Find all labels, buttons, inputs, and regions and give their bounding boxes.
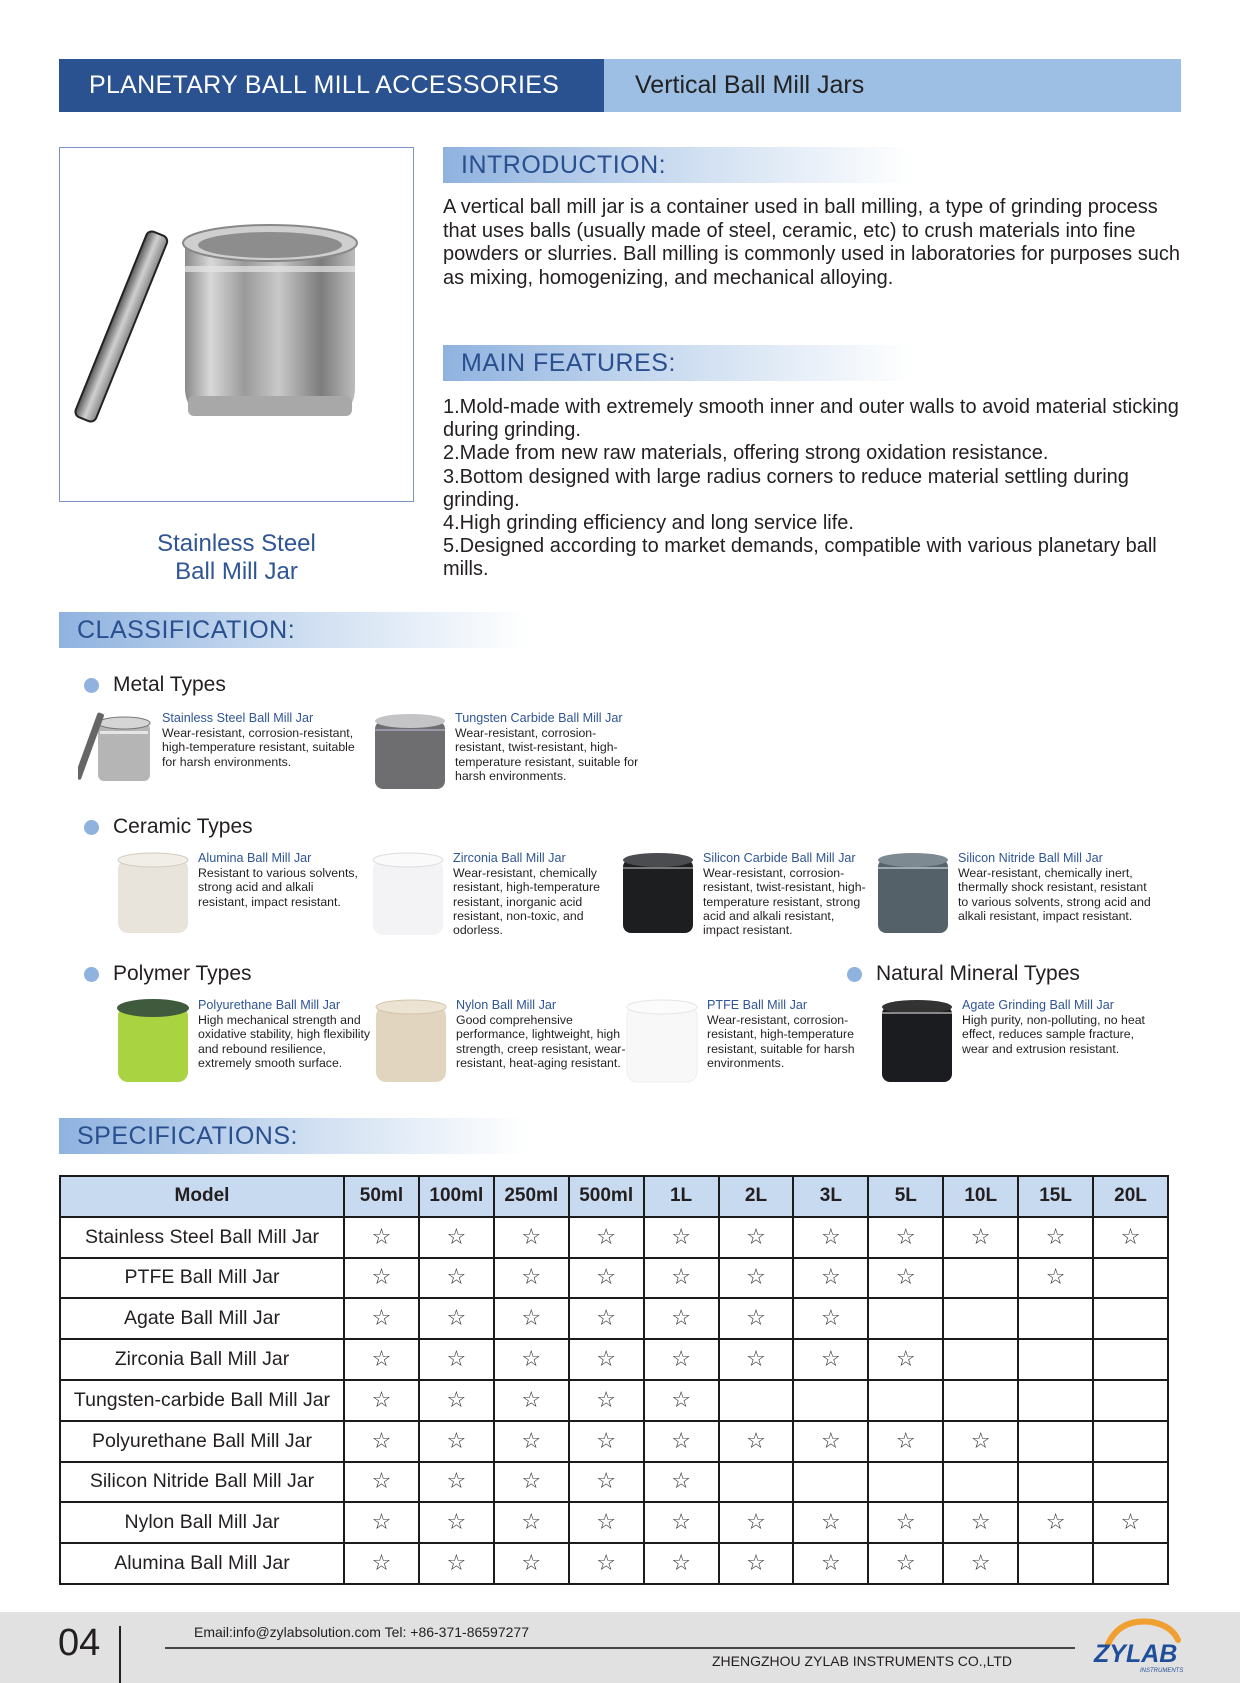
available-star-icon: ☆ (494, 1339, 569, 1380)
page-banner (59, 59, 1181, 112)
nylon-jar-thumbnail (372, 998, 450, 1086)
available-star-icon: ☆ (569, 1339, 644, 1380)
available-star-icon: ☆ (494, 1258, 569, 1299)
empty-cell (1093, 1339, 1168, 1380)
available-star-icon: ☆ (793, 1502, 868, 1543)
table-row (60, 1502, 1168, 1543)
stainless-steel-jar-thumbnail (78, 711, 156, 799)
column-header-size: 250ml (494, 1176, 569, 1217)
available-star-icon: ☆ (569, 1502, 644, 1543)
empty-cell (1093, 1258, 1168, 1299)
features-list (443, 396, 1188, 582)
available-star-icon: ☆ (344, 1217, 419, 1258)
ptfe-jar-thumbnail (623, 998, 701, 1086)
empty-cell (1093, 1462, 1168, 1503)
available-star-icon: ☆ (793, 1258, 868, 1299)
empty-cell (868, 1462, 943, 1503)
banner-page-title: Vertical Ball Mill Jars (604, 59, 1181, 112)
feature-item: 3.Bottom designed with large radius corners to reduce material settling during grinding. (443, 465, 1129, 511)
empty-cell (868, 1298, 943, 1339)
available-star-icon: ☆ (494, 1543, 569, 1584)
table-row (60, 1380, 1168, 1421)
footer-contact: Email:info@zylabsolution.com Tel: +86-371-86597277 (194, 1624, 529, 1640)
item-name: Polyurethane Ball Mill Jar (198, 998, 341, 1012)
hero-caption-line2: Ball Mill Jar (175, 558, 298, 585)
empty-cell (1018, 1339, 1093, 1380)
available-star-icon: ☆ (644, 1380, 719, 1421)
tungsten-carbide-jar-thumbnail (371, 711, 449, 799)
model-name-cell: Tungsten-carbide Ball Mill Jar (60, 1380, 344, 1421)
available-star-icon: ☆ (419, 1339, 494, 1380)
model-name-cell: Nylon Ball Mill Jar (60, 1502, 344, 1543)
available-star-icon: ☆ (344, 1380, 419, 1421)
empty-cell (719, 1380, 794, 1421)
available-star-icon: ☆ (1018, 1502, 1093, 1543)
column-header-size: 500ml (569, 1176, 644, 1217)
classification-item (619, 851, 874, 939)
available-star-icon: ☆ (494, 1462, 569, 1503)
available-star-icon: ☆ (569, 1462, 644, 1503)
available-star-icon: ☆ (419, 1380, 494, 1421)
table-header-row (60, 1176, 1168, 1217)
item-description: Resistant to various solvents, strong acid and alkali resistant, impact resistant. (198, 866, 358, 909)
hero-caption-line1: Stainless Steel (157, 530, 316, 557)
empty-cell (943, 1380, 1018, 1421)
available-star-icon: ☆ (644, 1462, 719, 1503)
available-star-icon: ☆ (644, 1298, 719, 1339)
specifications-table (59, 1175, 1169, 1585)
available-star-icon: ☆ (868, 1217, 943, 1258)
empty-cell (943, 1298, 1018, 1339)
item-name: Silicon Nitride Ball Mill Jar (958, 851, 1103, 865)
hero-caption (59, 530, 414, 586)
column-header-size: 2L (719, 1176, 794, 1217)
available-star-icon: ☆ (644, 1217, 719, 1258)
empty-cell (1018, 1298, 1093, 1339)
available-star-icon: ☆ (1093, 1502, 1168, 1543)
silicon-nitride-jar-thumbnail (874, 851, 952, 939)
item-name: Stainless Steel Ball Mill Jar (162, 711, 314, 725)
available-star-icon: ☆ (793, 1543, 868, 1584)
agate-jar-thumbnail (878, 998, 956, 1086)
column-header-size: 5L (868, 1176, 943, 1217)
column-header-size: 10L (943, 1176, 1018, 1217)
footer-divider-vertical (119, 1626, 121, 1683)
item-name: Alumina Ball Mill Jar (198, 851, 312, 865)
empty-cell (793, 1380, 868, 1421)
table-row (60, 1339, 1168, 1380)
available-star-icon: ☆ (569, 1380, 644, 1421)
available-star-icon: ☆ (419, 1217, 494, 1258)
specifications-heading: SPECIFICATIONS: (59, 1118, 529, 1154)
empty-cell (1093, 1543, 1168, 1584)
bullet-icon (84, 820, 99, 835)
item-description: Wear-resistant, corrosion-resistant, twist-resistant, high-temperature resistant, strong acid and alkali resistant, impact resistant. (703, 866, 866, 938)
available-star-icon: ☆ (868, 1339, 943, 1380)
item-description: Wear-resistant, chemically inert, thermally shock resistant, resistant to various solvents, strong acid and alkali resistant, impact resistant. (958, 866, 1151, 923)
available-star-icon: ☆ (719, 1421, 794, 1462)
column-header-size: 100ml (419, 1176, 494, 1217)
model-name-cell: Stainless Steel Ball Mill Jar (60, 1217, 344, 1258)
available-star-icon: ☆ (644, 1339, 719, 1380)
alumina-jar-thumbnail (114, 851, 192, 939)
empty-cell (943, 1339, 1018, 1380)
available-star-icon: ☆ (419, 1298, 494, 1339)
polyurethane-jar-thumbnail (114, 998, 192, 1086)
available-star-icon: ☆ (644, 1543, 719, 1584)
available-star-icon: ☆ (494, 1380, 569, 1421)
item-description: Good comprehensive performance, lightweight, high strength, creep resistant, wear-resistant, heat-aging resistant. (456, 1013, 626, 1070)
feature-item: 2.Made from new raw materials, offering strong oxidation resistance. (443, 442, 1049, 465)
item-name: Tungsten Carbide Ball Mill Jar (455, 711, 623, 725)
available-star-icon: ☆ (793, 1298, 868, 1339)
item-name: Agate Grinding Ball Mill Jar (962, 998, 1114, 1012)
category-natural-mineral-types (847, 962, 1080, 986)
column-header-size: 15L (1018, 1176, 1093, 1217)
column-header-model: Model (60, 1176, 344, 1217)
available-star-icon: ☆ (419, 1543, 494, 1584)
table-row (60, 1258, 1168, 1299)
item-description: High purity, non-polluting, no heat effect, reduces sample fracture, wear and extrusion resistant. (962, 1013, 1145, 1056)
available-star-icon: ☆ (419, 1462, 494, 1503)
feature-item: 1.Mold-made with extremely smooth inner and outer walls to avoid material sticking during grinding. (443, 396, 1179, 442)
available-star-icon: ☆ (719, 1217, 794, 1258)
empty-cell (868, 1380, 943, 1421)
available-star-icon: ☆ (494, 1298, 569, 1339)
item-name: PTFE Ball Mill Jar (707, 998, 808, 1012)
classification-item (878, 998, 1168, 1086)
available-star-icon: ☆ (943, 1217, 1018, 1258)
available-star-icon: ☆ (494, 1421, 569, 1462)
available-star-icon: ☆ (419, 1502, 494, 1543)
available-star-icon: ☆ (719, 1298, 794, 1339)
empty-cell (943, 1462, 1018, 1503)
available-star-icon: ☆ (494, 1502, 569, 1543)
empty-cell (943, 1258, 1018, 1299)
hero-product-image (59, 147, 414, 502)
available-star-icon: ☆ (569, 1258, 644, 1299)
available-star-icon: ☆ (719, 1543, 794, 1584)
model-name-cell: PTFE Ball Mill Jar (60, 1258, 344, 1299)
table-row (60, 1421, 1168, 1462)
available-star-icon: ☆ (868, 1502, 943, 1543)
feature-item: 5.Designed according to market demands, compatible with various planetary ball mills. (443, 535, 1157, 581)
classification-item (874, 851, 1164, 939)
classification-item (623, 998, 878, 1086)
available-star-icon: ☆ (943, 1421, 1018, 1462)
category-metal-types (84, 673, 226, 697)
empty-cell (1018, 1543, 1093, 1584)
available-star-icon: ☆ (644, 1502, 719, 1543)
item-name: Silicon Carbide Ball Mill Jar (703, 851, 856, 865)
category-title: Polymer Types (113, 962, 252, 985)
empty-cell (1093, 1380, 1168, 1421)
zylab-logo-icon (1090, 1616, 1185, 1678)
empty-cell (793, 1462, 868, 1503)
classification-item (372, 998, 627, 1086)
available-star-icon: ☆ (719, 1258, 794, 1299)
zirconia-jar-thumbnail (369, 851, 447, 939)
introduction-text: A vertical ball mill jar is a container used in ball milling, a type of grinding process that uses balls (usually made of steel, ceramic, etc) to crush materials into fine powders or slurries. Ball milling is commonly used in laboratories for purposes such as mixing, homogenizing, and mechanical alloying. (443, 196, 1180, 289)
available-star-icon: ☆ (943, 1502, 1018, 1543)
table-row (60, 1543, 1168, 1584)
available-star-icon: ☆ (569, 1217, 644, 1258)
classification-item (371, 711, 643, 799)
category-ceramic-types (84, 815, 253, 839)
table-row (60, 1217, 1168, 1258)
available-star-icon: ☆ (494, 1217, 569, 1258)
empty-cell (1018, 1421, 1093, 1462)
item-description: Wear-resistant, corrosion-resistant, high-temperature resistant, suitable for harsh environments. (162, 726, 355, 769)
available-star-icon: ☆ (793, 1217, 868, 1258)
empty-cell (1093, 1298, 1168, 1339)
logo-text: ZYLAB (1094, 1640, 1178, 1668)
category-polymer-types (84, 962, 252, 986)
available-star-icon: ☆ (868, 1258, 943, 1299)
available-star-icon: ☆ (344, 1543, 419, 1584)
model-name-cell: Silicon Nitride Ball Mill Jar (60, 1462, 344, 1503)
classification-item (114, 851, 367, 939)
feature-item: 4.High grinding efficiency and long service life. (443, 512, 854, 535)
available-star-icon: ☆ (1018, 1217, 1093, 1258)
item-name: Zirconia Ball Mill Jar (453, 851, 566, 865)
item-description: High mechanical strength and oxidative stability, high flexibility and rebound resilience, extremely smooth surface. (198, 1013, 371, 1070)
item-name: Nylon Ball Mill Jar (456, 998, 557, 1012)
available-star-icon: ☆ (344, 1258, 419, 1299)
bullet-icon (84, 678, 99, 693)
available-star-icon: ☆ (644, 1421, 719, 1462)
available-star-icon: ☆ (344, 1502, 419, 1543)
column-header-size: 3L (793, 1176, 868, 1217)
table-row (60, 1462, 1168, 1503)
bullet-icon (847, 967, 862, 982)
column-header-size: 1L (644, 1176, 719, 1217)
available-star-icon: ☆ (793, 1421, 868, 1462)
item-description: Wear-resistant, corrosion-resistant, twist-resistant, high-temperature resistant, suitable for harsh environments. (455, 726, 639, 783)
available-star-icon: ☆ (419, 1258, 494, 1299)
empty-cell (1093, 1421, 1168, 1462)
bullet-icon (84, 967, 99, 982)
available-star-icon: ☆ (569, 1421, 644, 1462)
available-star-icon: ☆ (644, 1258, 719, 1299)
classification-item (78, 711, 368, 799)
empty-cell (719, 1462, 794, 1503)
available-star-icon: ☆ (719, 1339, 794, 1380)
category-title: Natural Mineral Types (876, 962, 1080, 985)
stainless-steel-jar-image (60, 148, 415, 503)
empty-cell (1018, 1462, 1093, 1503)
available-star-icon: ☆ (868, 1543, 943, 1584)
available-star-icon: ☆ (719, 1502, 794, 1543)
available-star-icon: ☆ (344, 1462, 419, 1503)
available-star-icon: ☆ (569, 1298, 644, 1339)
available-star-icon: ☆ (344, 1298, 419, 1339)
footer-divider-horizontal (165, 1647, 1075, 1649)
available-star-icon: ☆ (344, 1421, 419, 1462)
available-star-icon: ☆ (943, 1543, 1018, 1584)
model-name-cell: Zirconia Ball Mill Jar (60, 1339, 344, 1380)
category-title: Metal Types (113, 673, 226, 696)
page-footer (0, 1612, 1240, 1683)
empty-cell (1018, 1380, 1093, 1421)
available-star-icon: ☆ (1093, 1217, 1168, 1258)
available-star-icon: ☆ (419, 1421, 494, 1462)
item-description: Wear-resistant, chemically resistant, high-temperature resistant, inorganic acid resistant, non-toxic, and odorless. (453, 866, 600, 938)
table-row (60, 1298, 1168, 1339)
item-description: Wear-resistant, corrosion-resistant, high-temperature resistant, suitable for harsh environments. (707, 1013, 855, 1070)
available-star-icon: ☆ (793, 1339, 868, 1380)
classification-heading: CLASSIFICATION: (59, 612, 529, 648)
column-header-size: 20L (1093, 1176, 1168, 1217)
introduction-heading: INTRODUCTION: (443, 147, 913, 183)
page-number: 04 (58, 1622, 101, 1664)
banner-category: PLANETARY BALL MILL ACCESSORIES (59, 59, 604, 112)
available-star-icon: ☆ (1018, 1258, 1093, 1299)
footer-company-name: ZHENGZHOU ZYLAB INSTRUMENTS CO.,LTD (712, 1653, 1012, 1669)
silicon-carbide-jar-thumbnail (619, 851, 697, 939)
available-star-icon: ☆ (868, 1421, 943, 1462)
logo-subtext: INSTRUMENTS (1140, 1668, 1184, 1674)
classification-item (114, 998, 376, 1086)
model-name-cell: Agate Ball Mill Jar (60, 1298, 344, 1339)
column-header-size: 50ml (344, 1176, 419, 1217)
available-star-icon: ☆ (344, 1339, 419, 1380)
classification-item (369, 851, 624, 939)
category-title: Ceramic Types (113, 815, 253, 838)
features-heading: MAIN FEATURES: (443, 345, 913, 381)
model-name-cell: Alumina Ball Mill Jar (60, 1543, 344, 1584)
available-star-icon: ☆ (569, 1543, 644, 1584)
model-name-cell: Polyurethane Ball Mill Jar (60, 1421, 344, 1462)
